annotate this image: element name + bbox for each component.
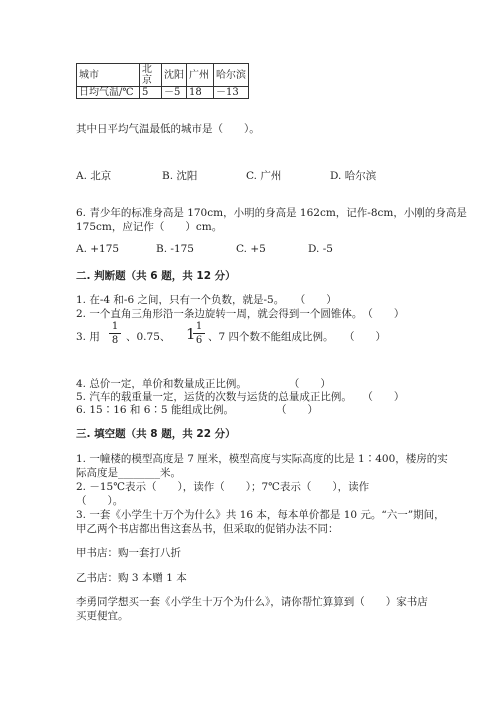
fill-question-1-line: 际高度是________米。 [76, 467, 181, 479]
table-row [77, 87, 249, 99]
fraction-numerator: 1 [111, 321, 119, 332]
option-a: A. +175 [76, 243, 120, 255]
table-cell: 5 [140, 87, 162, 99]
mixed-number-whole: 1 [186, 325, 196, 343]
table-header-row [77, 64, 249, 87]
table-cell: 北京 [140, 64, 162, 87]
question-stem: 其中日平均气温最低的城市是（ ）。 [76, 123, 260, 135]
fraction-bar [109, 333, 121, 334]
judge-question-2: 2. 一个直角三角形沿一条边旋转一周，就会得到一个圆锥体。 （ ） [76, 308, 405, 320]
fraction-one-eighth [109, 321, 121, 346]
fraction-bar [193, 333, 205, 334]
option-a: A. 北京 [76, 170, 112, 182]
fill-question-2-line: （ ）。 [76, 495, 124, 507]
fill-question-3-line: 李勇同学想买一套《小学生十万个为什么》，请你帮忙算算到（ ）家书店 [76, 596, 428, 608]
table-cell: 沈阳 [162, 64, 187, 87]
section-title: 三. 填空题（共 8 题，共 22 分） [76, 428, 236, 440]
fraction-numerator: 1 [195, 321, 203, 332]
store-a-text: 甲书店：购一套打八折 [76, 547, 181, 559]
table-cell: 日均气温/℃ [77, 87, 140, 99]
section-title: 二. 判断题（共 6 题，共 12 分） [76, 270, 236, 282]
fill-question-3-line: 甲乙两个书店都出售这套丛书，但采取的促销办法不同： [76, 523, 339, 535]
question-mid: 、0.75、 [126, 331, 171, 343]
option-d: D. -5 [308, 243, 333, 255]
store-b-text: 乙书店：购 3 本赠 1 本 [76, 572, 187, 584]
table-cell: 城市 [77, 64, 140, 87]
table-cell: 18 [187, 87, 214, 99]
table-cell: －13 [214, 87, 249, 99]
fill-question-3-line: 3. 一套《小学生十万个为什么》共 16 本，每本单价都是 10 元。“六一”期间， [76, 509, 445, 521]
fraction-one-sixth [193, 321, 205, 346]
judge-question-1: 1. 在-4 和-6 之间，只有一个负数，就是-5。 （ ） [76, 294, 337, 306]
question-line: 175cm，应记作（ ）cm。 [76, 221, 223, 233]
question-line: 6. 青少年的标准身高是 170cm，小明的身高是 162cm，记作-8cm，小刚的身高是 [76, 207, 467, 219]
fill-question-2-line: 2. －15℃表示（ ），读作（ ）；7℃表示（ ），读作 [76, 481, 370, 493]
judge-question-4: 4. 总价一定，单价和数量成正比例。 （ ） [76, 378, 331, 390]
table-cell: 哈尔滨 [214, 64, 249, 87]
fraction-denominator: 8 [111, 335, 119, 346]
option-d: D. 哈尔滨 [330, 170, 377, 182]
temperature-table [76, 63, 249, 99]
option-c: C. 广州 [246, 170, 282, 182]
fill-question-3-line: 买更便宜。 [76, 610, 129, 622]
judge-question-6: 6. 15∶16 和 6∶5 能组成比例。 （ ） [76, 404, 318, 416]
fill-question-1-line: 1. 一幢楼的模型高度是 7 厘米，模型高度与实际高度的比是 1∶400，楼房的实 [76, 453, 448, 465]
question-suffix: 、7 四个数不能组成比例。 （ ） [208, 331, 387, 343]
table-cell: 广州 [187, 64, 214, 87]
judge-question-5: 5. 汽车的载重量一定，运货的次数与运货的总量成正比例。 （ ） [76, 391, 405, 403]
option-c: C. +5 [236, 243, 266, 255]
option-b: B. -175 [156, 243, 194, 255]
question-prefix: 3. 用 [76, 331, 100, 343]
option-b: B. 沈阳 [162, 170, 198, 182]
table-cell: －5 [162, 87, 187, 99]
fraction-denominator: 6 [195, 335, 203, 346]
